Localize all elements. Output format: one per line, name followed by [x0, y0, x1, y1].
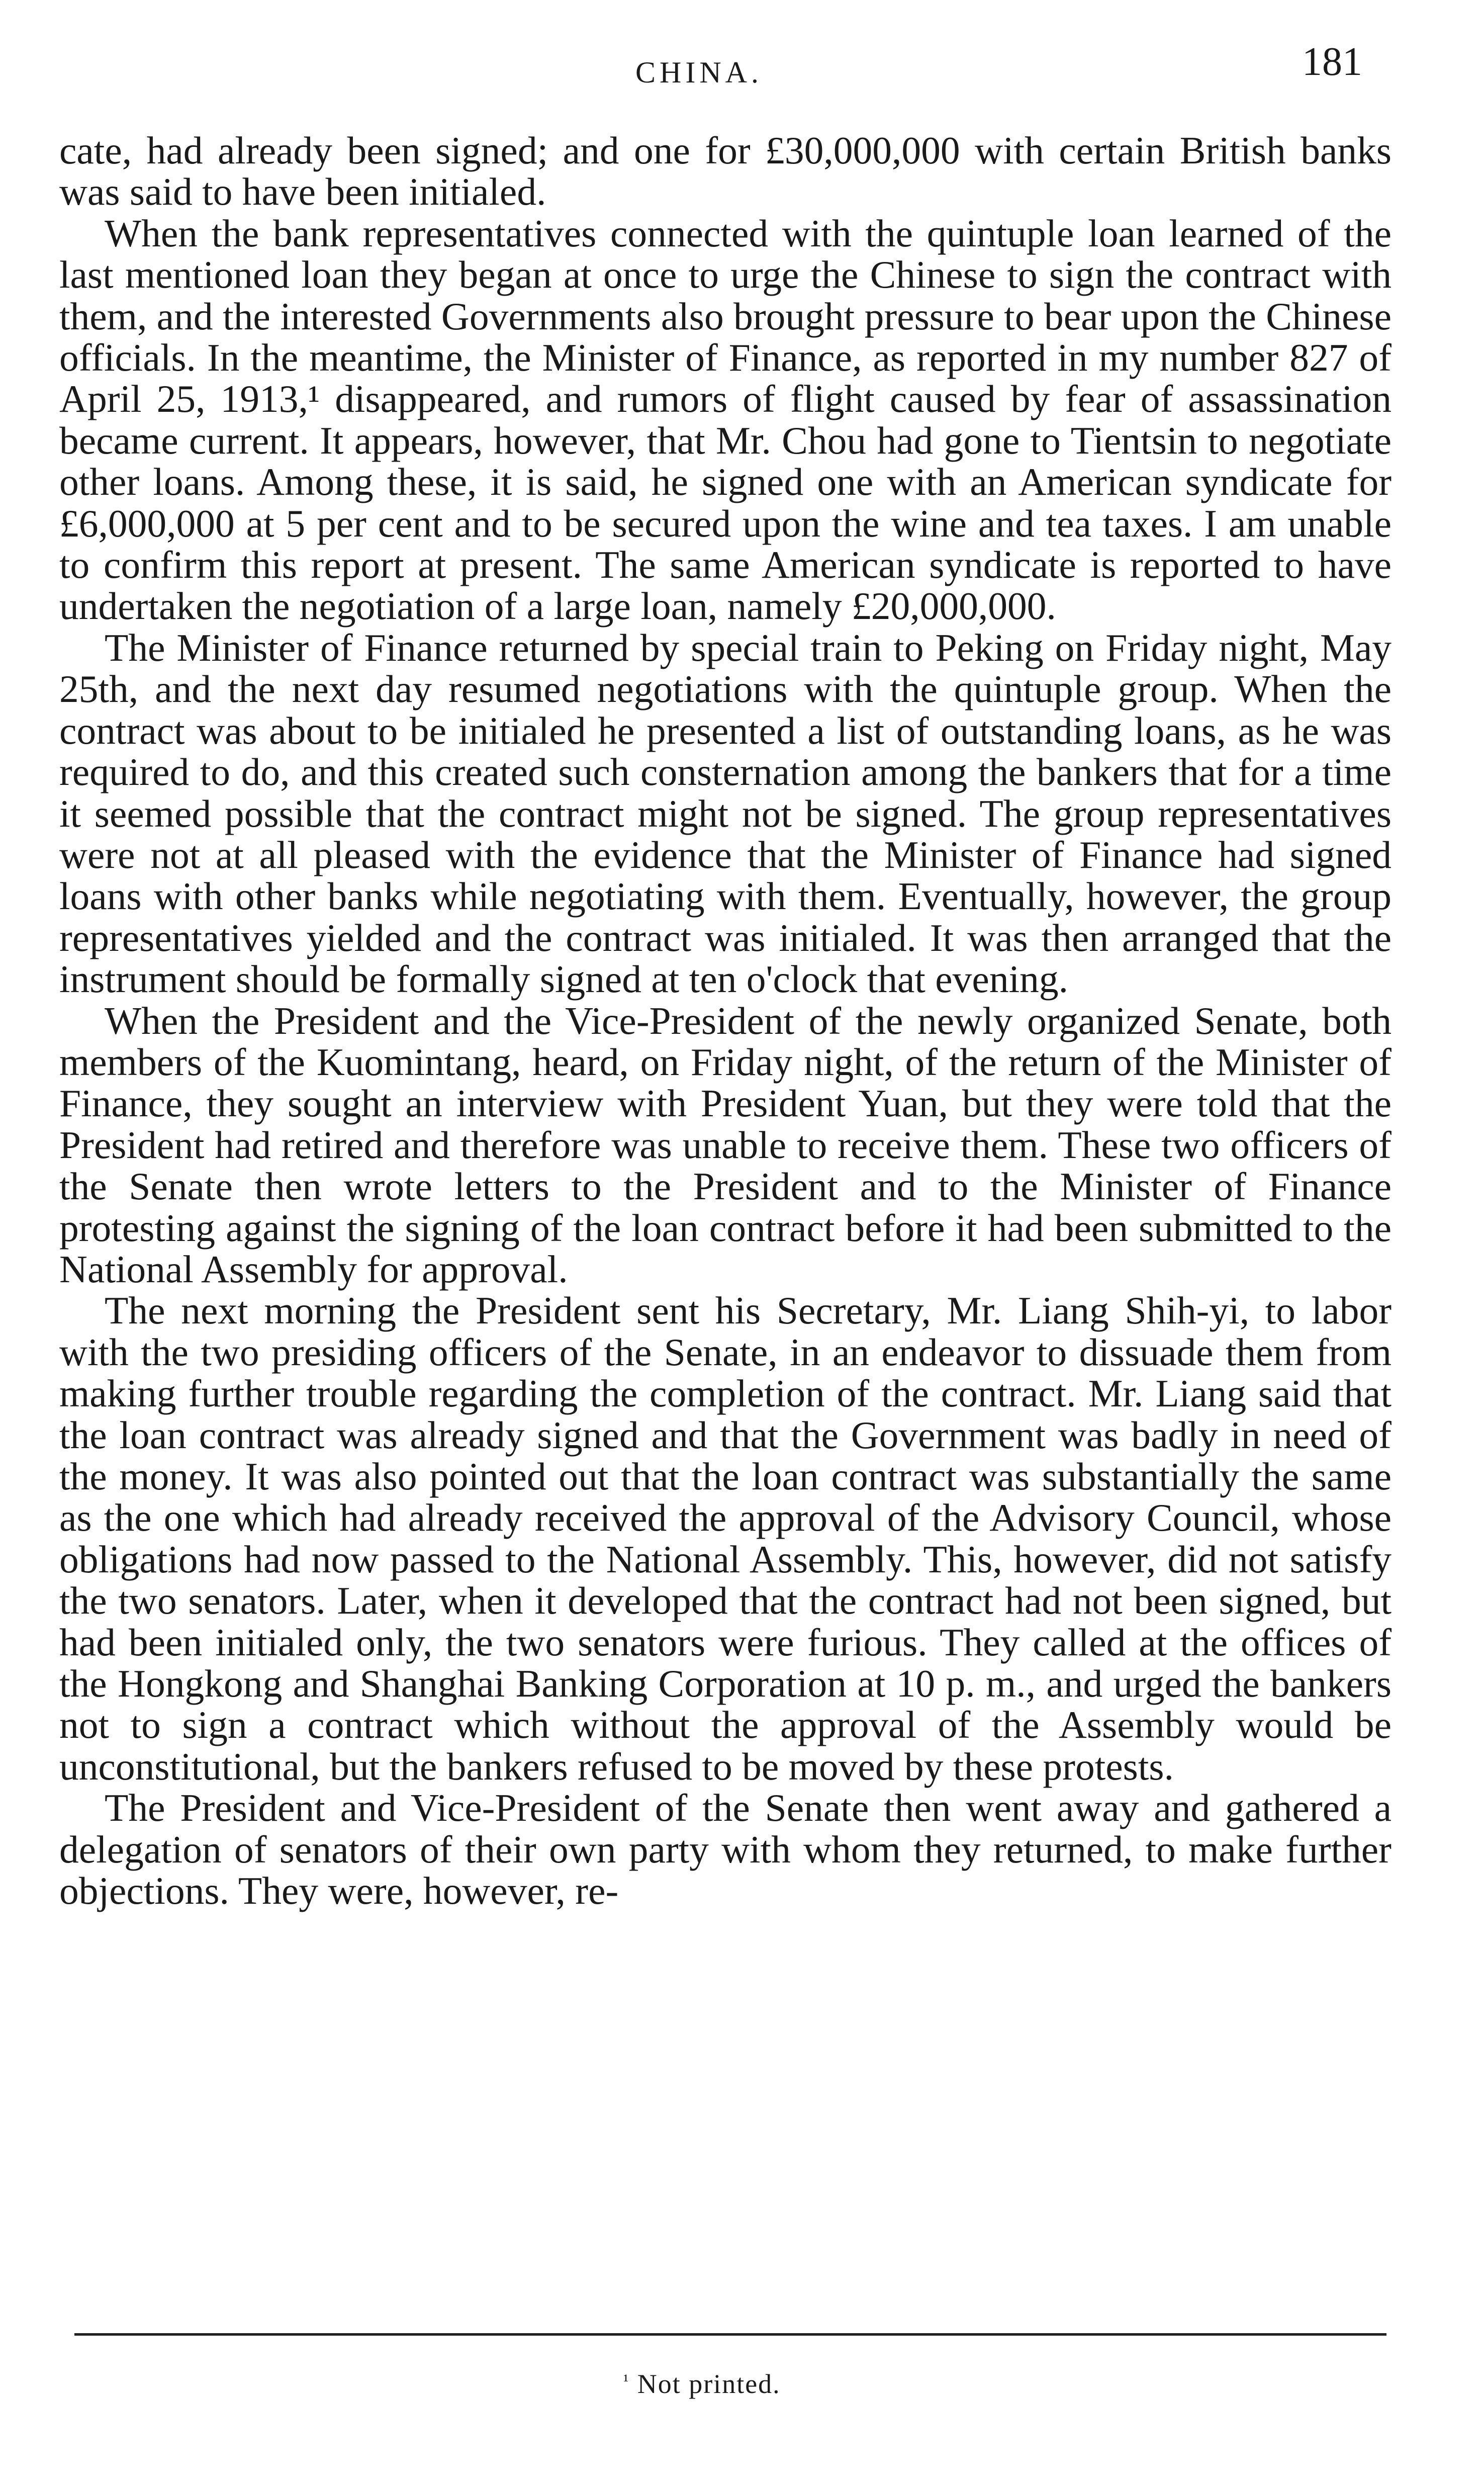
body-text [59, 130, 1392, 1911]
paragraph: The President and Vice-President of the Senate then went away and gathered a delegation of senators of their own party with whom they returned, to make further objections. They were, however, re- [59, 1786, 1392, 1913]
paragraph: The next morning the President sent his Secretary, Mr. Liang Shih-yi, to labor with the two presiding officers of the Senate, in an endeavor to dissuade them from making further trouble regarding the completion of the contract. Mr. Liang said that the loan contract was already signed and that the Government was badly in need of the money. It was also pointed out that the loan contract was substantially the same as the one which had already received the approval of the Advisory Council, whose obligations had now passed to the National Assembly. This, however, did not satisfy the two senators. Later, when it developed that the contract had not been signed, but had been initialed only, the two senators were furious. They called at the offices of the Hongkong and Shanghai Banking Corporation at 10 p. m., and urged the bankers not to sign a contract which without the approval of the Assembly would be unconstitutional, but the bankers refused to be moved by these protests. [59, 1289, 1392, 1788]
footnote-marker: ¹ [623, 2371, 630, 2390]
paragraph: When the bank representatives connected with the quintuple loan learned of the last mentioned loan they began at once to urge the Chinese to sign the contract with them, and the interested Governments also brought pressure to bear upon the Chinese officials. In the meantime, the Minister of Finance, as reported in my number 827 of April 25, 1913,¹ disappeared, and rumors of flight caused by fear of assassination became current. It appears, however, that Mr. Chou had gone to Tientsin to negotiate other loans. Among these, it is said, he signed one with an American syndicate for £6,000,000 at 5 per cent and to be secured upon the wine and tea taxes. I am unable to confirm this report at present. The same American syndicate is reported to have undertaken the negotiation of a large loan, namely £20,000,000. [59, 211, 1392, 628]
running-head: CHINA. [635, 56, 763, 89]
paragraph: When the President and the Vice-President of the newly organized Senate, both members of the Kuomintang, heard, on Friday night, of the return of the Minister of Finance, they sought an interview with President Yuan, but they were told that the President had retired and therefore was unable to receive them. These two officers of the Senate then wrote letters to the President and to the Minister of Finance protesting against the signing of the loan contract before it had been submitted to the National Assembly for approval. [59, 999, 1392, 1291]
paragraph: The Minister of Finance returned by special train to Peking on Friday night, May 25th, and the next day resumed negotiations with the quintuple group. When the contract was about to be initialed he presented a list of outstanding loans, as he was required to do, and this created such consternation among the bankers that for a time it seemed possible that the contract might not be signed. The group representatives were not at all pleased with the evidence that the Minister of Finance had signed loans with other banks while negotiating with them. Eventually, however, the group representatives yielded and the contract was initialed. It was then arranged that the instrument should be formally signed at ten o'clock that evening. [59, 626, 1392, 1001]
footnote-divider [74, 2333, 1386, 2336]
footnote-text: Not printed. [637, 2369, 781, 2399]
paragraph: cate, had already been signed; and one for £30,000,000 with certain British banks was said to have been initialed. [59, 129, 1392, 214]
footnote [623, 2368, 781, 2400]
page-number: 181 [1302, 40, 1362, 84]
